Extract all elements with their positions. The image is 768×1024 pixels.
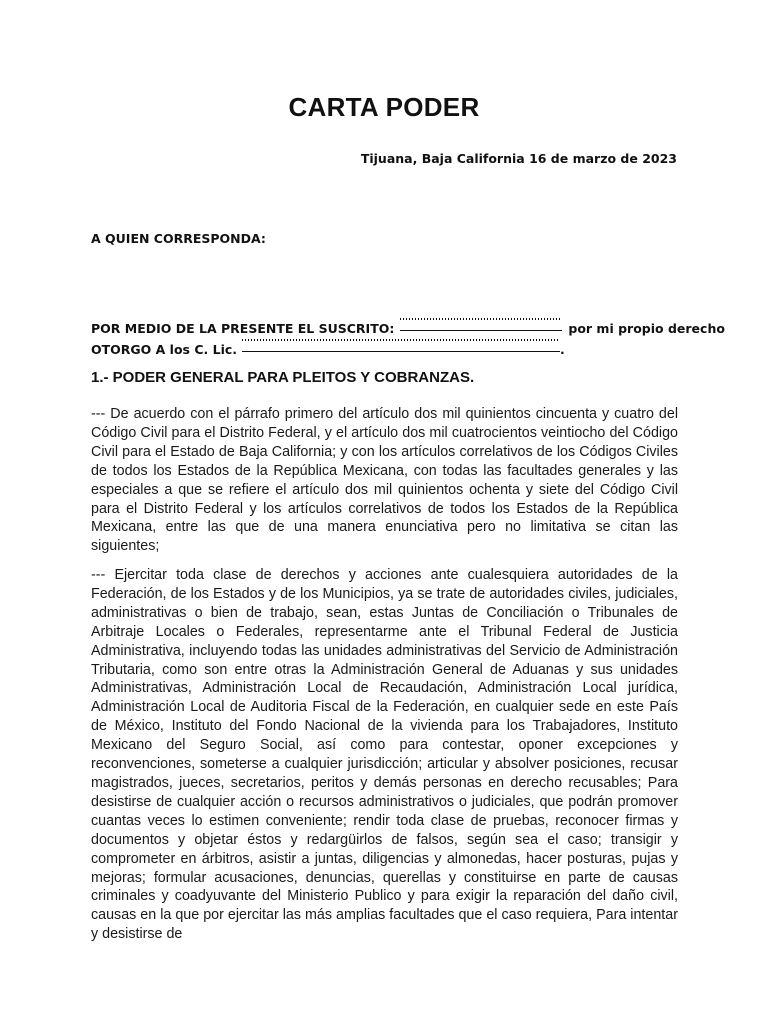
salutation: A QUIEN CORRESPONDA: — [91, 231, 266, 246]
intro-line-2-end: . — [560, 342, 565, 357]
date-line: Tijuana, Baja California 16 de marzo de 2023 — [360, 151, 677, 166]
document-title: CARTA PODER — [288, 92, 480, 122]
intro-line-1-end: por mi propio derecho — [568, 321, 725, 336]
intro-line-2 — [91, 339, 678, 360]
intro-line-2-start: OTORGO A los C. Lic. — [91, 342, 238, 357]
intro-line-1 — [91, 318, 725, 339]
paragraph-1: --- De acuerdo con el párrafo primero del artículo dos mil quinientos cincuenta y cuatro del Código Civil para el Distrito Federal, y el artículo dos mil cuatrocientos veintiocho del Código Civil para el Estado de Baja California; y con los artículos correlativos de los Códigos Civiles de todos los Estados de la República Mexicana, con todas las facultades generales y las especiales a que se refiere el artículo dos mil quinientos ochenta y siete del Código Civil para el Distrito Federal y los artículos correlativos de todos los Estados de la República Mexicana, entre las que de una manera enunciativa pero no limitativa se citan las siguientes; — [91, 406, 678, 555]
intro-line-1-start: POR MEDIO DE LA PRESENTE EL SUSCRITO: — [91, 321, 395, 336]
intro-block — [91, 318, 725, 360]
attorney-name-blank — [242, 339, 560, 352]
paragraph-2: --- Ejercitar toda clase de derechos y acciones ante cualesquiera autoridades de la Federación, de los Estados y de los Municipios, ya se trate de autoridades civiles, judiciales, administrativas o bien de trabajo, sean, estas Juntas de Conciliación o Tribunales de Arbitraje Locales o Federales, representarme ante el Tribunal Federal de Justicia Administrativa, incluyendo todas las unidades administrativas del Servicio de Administración Tributaria, como son entre otras la Administración General de Aduanas y sus unidades Administrativas, Administración Local de Recaudación, Administración Local jurídica, Administración Local de Auditoria Fiscal de la Federación, en cualquier sede en este País de México, Instituto del Fondo Nacional de la vivienda para los Trabajadores, Instituto Mexicano del Seguro Social, así como para contestar, oponer excepciones y reconvenciones, someterse a cualquier jurisdicción; articular y absolver posiciones, recusar magistrados, jueces, secretarios, peritos y demás personas en derecho recusables; Para desistirse de cualquier acción o recursos administrativos o judiciales, que podrán promover cuantas veces lo estimen conveniente; rendir toda clase de pruebas, reconocer firmas y documentos y objetar éstos y redargüirlos de falsos, según sea el caso; transigir y comprometer en árbitros, asistir a juntas, diligencias y almonedas, hacer posturas, pujas y mejoras; formular acusaciones, denuncias, querellas y constituirse en parte de causas criminales y coadyuvante del Ministerio Publico y para exigir la reparación del daño civil, causas en la que por ejercitar las más amplias facultades que el caso requiera, Para intentar y desistirse de — [91, 567, 678, 943]
grantor-name-blank — [400, 318, 562, 331]
section-heading: 1.- PODER GENERAL PARA PLEITOS Y COBRANZAS. — [91, 369, 475, 386]
